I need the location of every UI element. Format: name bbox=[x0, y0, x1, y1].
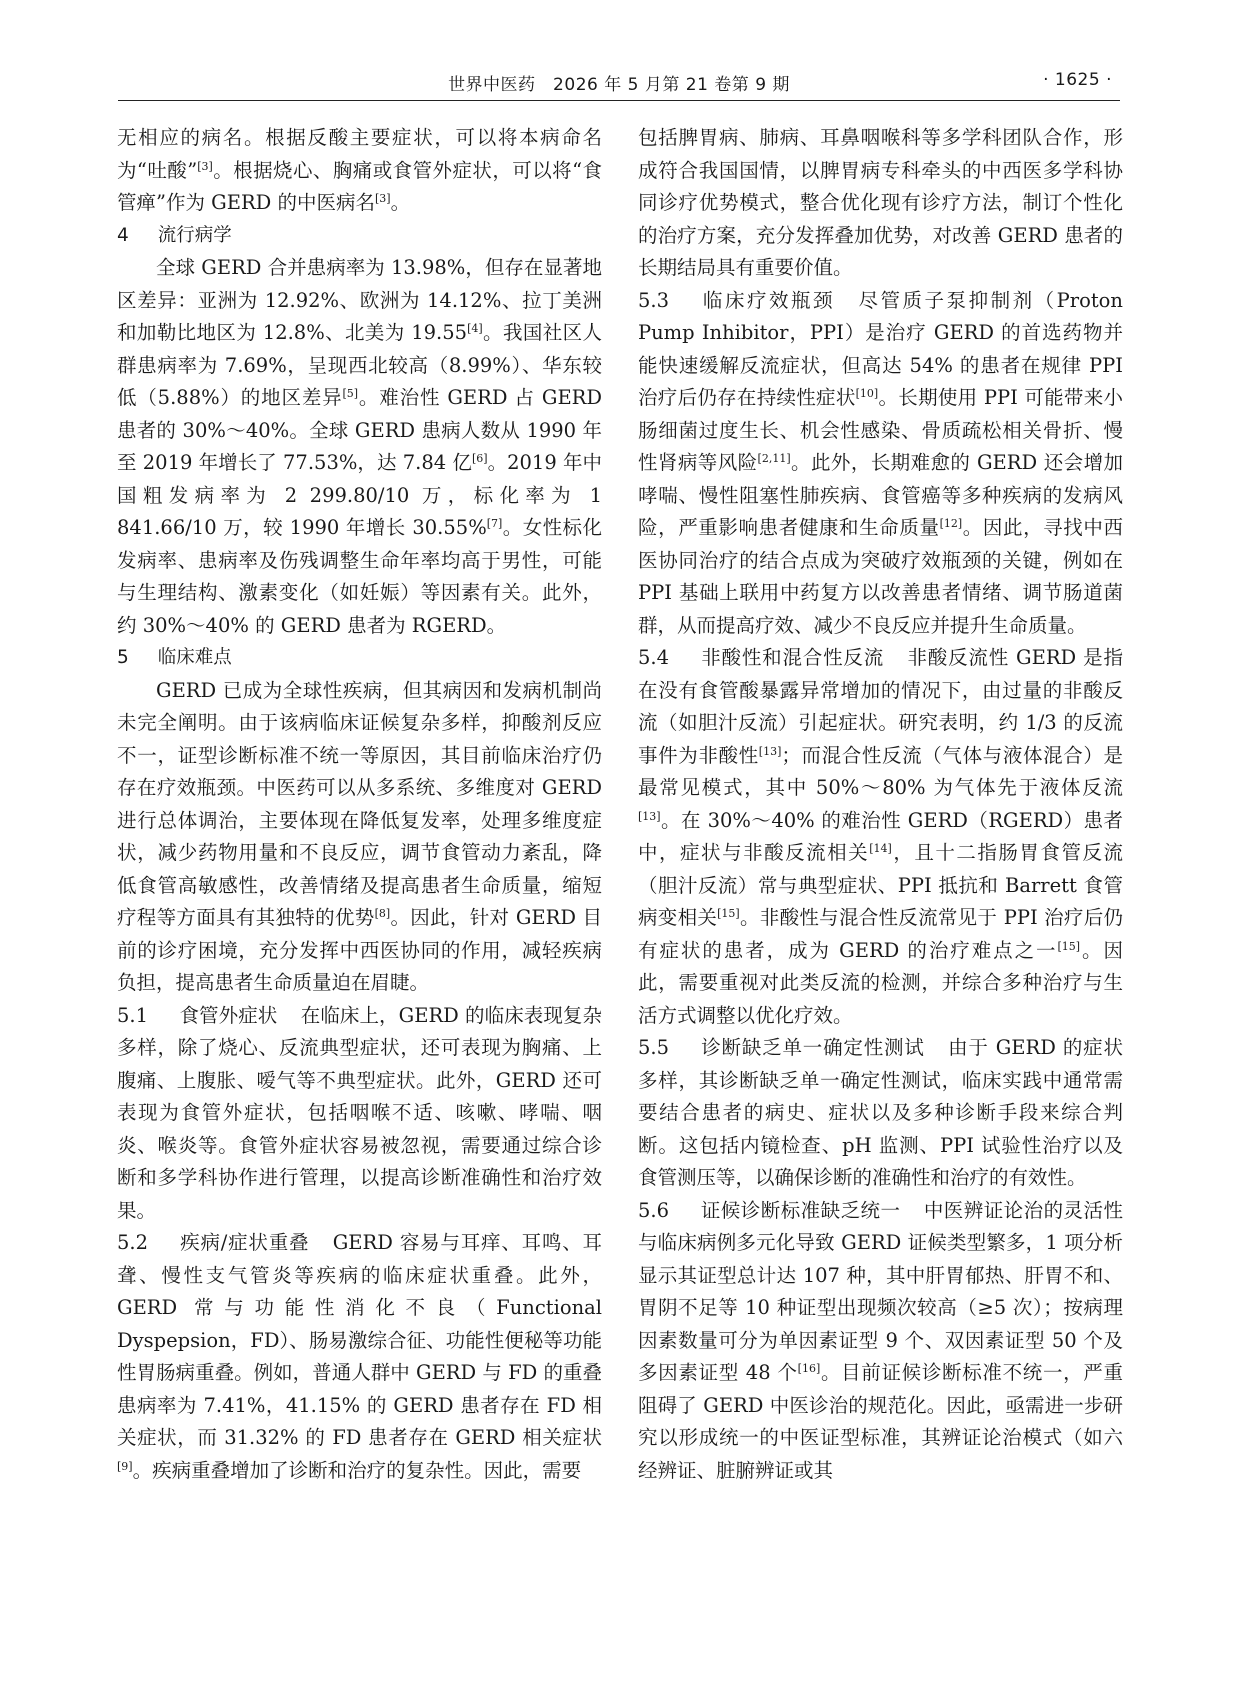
section-heading-5: 5 临床难点 bbox=[117, 647, 232, 668]
journal-info: 世界中医药 2026 年 5 月第 21 卷第 9 期 bbox=[448, 75, 790, 95]
epidemiology-paragraph: 全球 GERD 合并患病率为 13.98%，但存在显著地区差异：亚洲为 12.92%、欧洲为 14.12%、拉丁美洲和加勒比地区为 12.8%、北美为 19.55[4]。我国社区人群患病率为 7.69%，呈现西北较高（8.99%）、华东较低（5.88%）的地区差异[5]。难治性 GERD 占 GERD 患者的 30%～40%。全球 GERD 患病人数从 1990 年至 2019 年增长了 77.53%，达 7.84 亿[6]。2019 年中国粗发病率为 2 299.80/10 万，标化率为 1 841.66/10 万，较 1990 年增长 30.55%[7]。女性标化发病率、患病率及伤残调整生命年率均高于男性，可能与生理结构、激素变化（如妊娠）等因素有关。此外，约 30%～40% 的 GERD 患者为 RGERD。 bbox=[117, 256, 603, 637]
intro-paragraph: 无相应的病名。根据反酸主要症状，可以将本病命名为“吐酸”[3]。根据烧心、胸痛或食管外症状，可以将“食管瘅”作为 GERD 的中医病名[3]。 bbox=[117, 126, 602, 214]
citation: [2,11] bbox=[757, 452, 791, 465]
subsection-5-5: 5.5 诊断缺乏单一确定性测试 由于 GERD 的症状多样，其诊断缺乏单一确定性测试，临床实践中通常需要结合患者的病史、症状以及多种诊断手段来综合判断。这包括内镜检查、pH 监测、PPI 试验性治疗以及食管测压等，以确保诊断的准确性和治疗的有效性。 bbox=[638, 1036, 1123, 1189]
citation: [4] bbox=[467, 322, 483, 335]
citation: [13] bbox=[638, 809, 661, 823]
clinical-difficulty-paragraph: GERD 已成为全球性疾病，但其病因和发病机制尚未完全阐明。由于该病临床证候复杂多样，抑酸剂反应不一，证型诊断标准不统一等原因，其目前临床治疗仍存在疗效瓶颈。中医药可以从多系统、多维度对 GERD 进行总体调治，主要体现在降低复发率，处理多维度症状，减少药物用量和不良反应，调节食管动力紊乱，降低食管高敏感性，改善情绪及提高患者生命质量，缩短疗程等方面具有其独特的优势[8]。因此，针对 GERD 目前的诊疗困境，充分发挥中西医协同的作用，减轻疾病负担，提高患者生命质量迫在眉睫。 bbox=[117, 678, 602, 994]
subsection-5-6: 5.6 证候诊断标准缺乏统一 中医辨证论治的灵活性与临床病例多元化导致 GERD 证候类型繁多，1 项分析显示其证型总计达 107 种，其中肝胃郁热、肝胃不和、胃阴不足等 10 种证型出现频次较高（≥5 次）；按病理因素数量可分为单因素证型 9 个、双因素证型 50 个及多因素证型 48 个[16]。目前证候诊断标准不统一，严重阻碍了 GERD 中医诊治的规范化。因此，亟需进一步研究以形成统一的中医证型标准，其辨证论治模式（如六经辨证、脏腑辨证或其 bbox=[638, 1198, 1123, 1482]
subsection-title: 诊断缺乏单一确定性测试 bbox=[700, 1036, 925, 1059]
citation: [15] bbox=[1057, 939, 1081, 953]
citation: [15] bbox=[717, 907, 740, 920]
right-column bbox=[638, 122, 1123, 1487]
subsection-title: 临床疗效瓶颈 bbox=[700, 288, 836, 312]
citation: [10] bbox=[855, 387, 879, 400]
citation: [6] bbox=[471, 452, 488, 465]
subsection-title: 证候诊断标准缺乏统一 bbox=[700, 1198, 901, 1222]
page-number: · 1625 · bbox=[1043, 70, 1112, 90]
citation: [12] bbox=[939, 517, 963, 530]
subsection-5-1: 5.1 食管外症状 在临床上，GERD 的临床表现复杂多样，除了烧心、反流典型症状，还可表现为胸痛、上腹痛、上腹胀、嗳气等不典型症状。此外，GERD 还可表现为食管外症状，包括咽喉不适、咳嗽、哮喘、咽炎、喉炎等。食管外症状容易被忽视，需要通过综合诊断和多学科协作进行管理，以提高诊断准确性和治疗效果。 bbox=[117, 1003, 602, 1222]
citation: [16] bbox=[797, 1362, 821, 1375]
running-header bbox=[118, 66, 1120, 101]
subsection-5-2: 5.2 疾病/症状重叠 GERD 容易与耳痒、耳鸣、耳聋、慢性支气管炎等疾病的临床症状重叠。此外，GERD 常与功能性消化不良（Functional Dyspepsion，FD）、肠易激综合征、功能性便秘等功能性胃肠病重叠。例如，普通人群中 GERD 与 FD 的重叠患病率为 7.41%，41.15% 的 GERD 患者存在 FD 相关症状，而 31.32% 的 FD 患者存在 GERD 相关症状[9]。疾病重叠增加了诊断和治疗的复杂性。因此，需要 bbox=[117, 1231, 602, 1482]
citation: [3] bbox=[197, 159, 213, 173]
citation: [8] bbox=[374, 907, 391, 920]
citation: [13] bbox=[758, 744, 782, 758]
citation: [9] bbox=[117, 1459, 133, 1473]
citation: [7] bbox=[486, 517, 503, 530]
left-column bbox=[117, 122, 602, 1487]
subsection-5-4: 5.4 非酸性和混合性反流 非酸反流性 GERD 是指在没有食管酸暴露异常增加的情况下，由过量的非酸反流（如胆汁反流）引起症状。研究表明，约 1/3 的反流事件为非酸性[13]；而混合性反流（气体与液体混合）是最常见模式，其中 50%～80% 为气体先于液体反流[13]。在 30%～40% 的难治性 GERD（RGERD）患者中，症状与非酸反流相关[14]，且十二指肠胃食管反流（胆汁反流）常与典型症状、PPI 抵抗和 Barrett 食管病变相关[15]。非酸性与混合性反流常见于 PPI 治疗后仍有症状的患者，成为 GERD 的治疗难点之一[15]。因此，需要重视对此类反流的检测，并综合多种治疗与生活方式调整以优化疗效。 bbox=[638, 646, 1123, 1027]
subsection-title: 食管外症状 bbox=[179, 1003, 278, 1027]
subsection-title: 疾病/症状重叠 bbox=[179, 1231, 310, 1254]
continued-paragraph: 包括脾胃病、肺病、耳鼻咽喉科等多学科团队合作，形成符合我国国情，以脾胃病专科牵头的中西医多学科协同诊疗优势模式，整合优化现有诊疗方法，制订个性化的治疗方案，充分发挥叠加优势，对改善 GERD 患者的长期结局具有重要价值。 bbox=[638, 126, 1123, 279]
citation: [3] bbox=[375, 192, 391, 205]
citation: [14] bbox=[869, 842, 892, 855]
citation: [5] bbox=[342, 387, 359, 400]
subsection-title: 非酸性和混合性反流 bbox=[700, 646, 885, 669]
subsection-5-3: 5.3 临床疗效瓶颈 尽管质子泵抑制剂（Proton Pump Inhibitor，PPI）是治疗 GERD 的首选药物并能快速缓解反流症状，但高达 54% 的患者在规律 PPI 治疗后仍存在持续性症状[10]。长期使用 PPI 可能带来小肠细菌过度生长、机会性感染、骨质疏松相关骨折、慢性肾病等风险[2,11]。此外，长期难愈的 GERD 还会增加哮喘、慢性阻塞性肺疾病、食管癌等多种疾病的发病风险，严重影响患者健康和生命质量[12]。因此，寻找中西医协同治疗的结合点成为突破疗效瓶颈的关键，例如在 PPI 基础上联用中药复方以改善患者情绪、调节肠道菌群，从而提高疗效、减少不良反应并提升生命质量。 bbox=[638, 288, 1123, 637]
section-heading-4: 4 流行病学 bbox=[117, 224, 232, 246]
